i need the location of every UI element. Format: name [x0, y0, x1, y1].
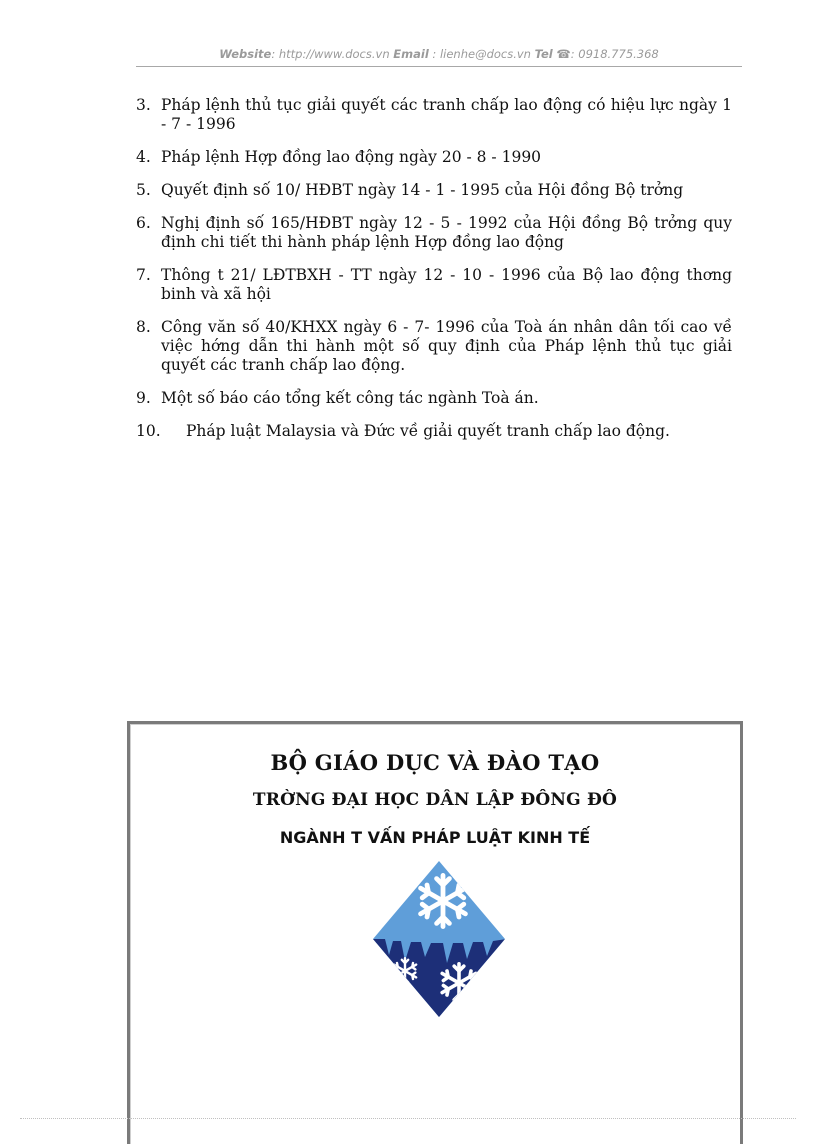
school-title: TRỜNG ĐẠI HỌC DÂN LẬP ĐÔNG ĐÔ: [252, 790, 618, 810]
reference-text: Nghị định số 165/HĐBT ngày 12 - 5 - 1992 của Hội đồng Bộ trởng quy định chi tiết thi hành pháp lệnh Hợp đồng lao động: [161, 214, 732, 251]
reference-item: [136, 96, 732, 134]
reference-item: [136, 389, 732, 408]
reference-text: Pháp lệnh thủ tục giải quyết các tranh chấp lao động có hiệu lực ngày 1 - 7 - 1996: [161, 96, 732, 133]
page-bottom-border: [20, 1118, 796, 1119]
reference-list: [136, 96, 732, 455]
major-title: NGÀNH T VẤN PHÁP LUẬT KINH TẾ: [279, 828, 591, 847]
reference-item: [136, 318, 732, 375]
ministry-title: BỘ GIÁO DỤC VÀ ĐÀO TẠO: [270, 750, 600, 775]
snowflake-diamond-logo: [371, 859, 507, 1019]
reference-item: [136, 214, 732, 252]
reference-number: 5.: [136, 181, 151, 199]
phone-icon: ☎: [556, 47, 571, 61]
reference-item: [136, 181, 732, 200]
reference-text: Pháp luật Malaysia và Đức về giải quyết tranh chấp lao động.: [186, 422, 670, 440]
email-value[interactable]: : lienhe@docs.vn: [432, 47, 531, 61]
email-label: Email: [393, 47, 429, 61]
page-header: [136, 47, 742, 67]
tel-label: Tel: [534, 47, 553, 61]
reference-text: Công văn số 40/KHXX ngày 6 - 7- 1996 của Toà án nhân dân tối cao về việc hớng dẫn thi hành một số quy định của Pháp lệnh thủ tục giải quyết các tranh chấp lao động.: [161, 318, 732, 374]
reference-number: 6.: [136, 214, 151, 232]
reference-number: 3.: [136, 96, 151, 114]
reference-text: Pháp lệnh Hợp đồng lao động ngày 20 - 8 - 1990: [161, 148, 542, 166]
website-label: Website: [219, 47, 272, 61]
header-divider: [136, 66, 742, 67]
reference-text: Thông t 21/ LĐTBXH - TT ngày 12 - 10 - 1996 của Bộ lao động thơng binh và xã hội: [161, 266, 732, 303]
reference-item: [136, 422, 732, 441]
reference-number: 9.: [136, 389, 151, 407]
reference-item: [136, 266, 732, 304]
tel-value: : 0918.775.368: [570, 47, 659, 61]
cover-frame: [127, 721, 743, 1144]
reference-text: Quyết định số 10/ HĐBT ngày 14 - 1 - 1995 của Hội đồng Bộ trởng: [161, 181, 684, 199]
reference-number: 7.: [136, 266, 151, 284]
reference-number: 10.: [136, 422, 161, 440]
reference-number: 8.: [136, 318, 151, 336]
reference-text: Một số báo cáo tổng kết công tác ngành Toà án.: [161, 389, 539, 407]
reference-number: 4.: [136, 148, 151, 166]
website-value[interactable]: : http://www.docs.vn: [271, 47, 390, 61]
reference-item: [136, 148, 732, 167]
